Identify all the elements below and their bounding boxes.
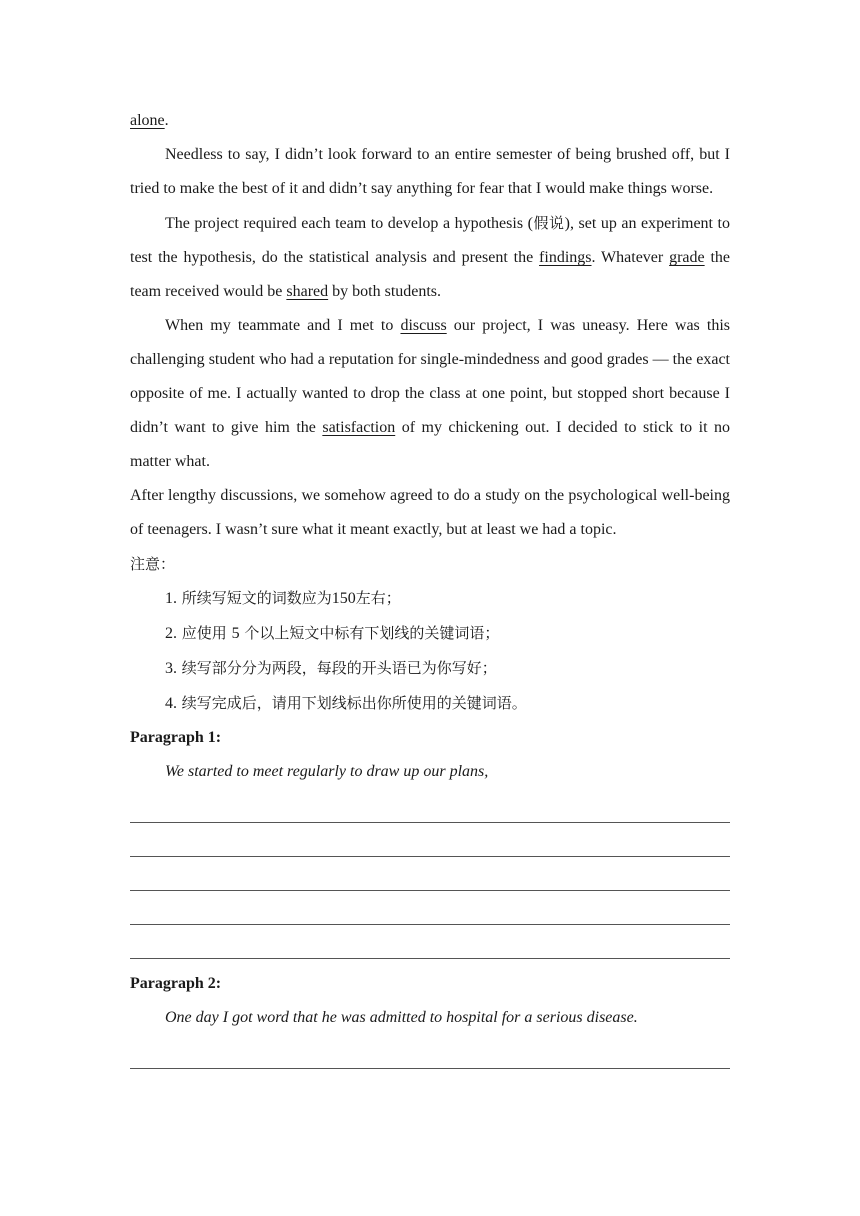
paragraph-2-heading: Paragraph 2: [130,975,222,992]
passage-paragraph-1: Needless to say, I didn’t look forward to an entire semester of being brushed off, but I tried to make the best of it and didn’t say anything for fear that I would make things worse. [130,146,730,197]
writing-line[interactable] [130,1035,730,1069]
writing-line[interactable] [130,925,730,959]
passage-paragraph-2: The project required each team to develop a hypothesis (假说), set up an experiment to test the hypothesis, do the statistical analysis and present the findings. Whatever grade the team received would be shared by both students. [130,214,731,300]
document-page [130,104,730,1069]
paragraph-1-writing-lines [130,789,730,959]
keyword-alone: alone [130,112,165,129]
note-item-1: 1. 所续写短文的词数应为150左右； [165,589,401,607]
keyword-shared: shared [286,283,329,300]
paragraph-2-starter: One day I got word that he was admitted to hospital for a serious disease. [165,1009,638,1026]
note-item-2: 2. 应使用 5 个以上短文中标有下划线的关键词语； [165,624,500,642]
keyword-discuss: discuss [400,317,447,334]
writing-line[interactable] [130,857,730,891]
writing-line[interactable] [130,891,730,925]
keyword-satisfaction: satisfaction [322,419,396,436]
keyword-grade: grade [669,249,705,266]
paragraph-2-writing-lines [130,1035,730,1069]
passage-paragraph-4: After lengthy discussions, we somehow agreed to do a study on the psychological well-being of teenagers. I wasn’t sure what it meant exactly, but at least we had a topic. [130,487,730,538]
notes-title: 注意： [130,555,176,573]
passage-paragraph-3: When my teammate and I met to discuss our project, I was uneasy. Here was this challenging student who had a reputation for single-mindedness and good grades — the exact opposite of me. I actually wanted to drop the class at one point, but stopped short because I didn’t want to give him the satisfaction of my chickening out. I decided to stick to it no matter what. [130,317,731,470]
writing-line[interactable] [130,789,730,823]
writing-line[interactable] [130,823,730,857]
keyword-findings: findings [539,249,592,266]
paragraph-1-heading: Paragraph 1: [130,729,222,746]
note-item-4: 4. 续写完成后，请用下划线标出你所使用的关键词语。 [165,694,527,712]
passage-fragment: alone. [130,112,169,129]
note-item-3: 3. 续写部分分为两段，每段的开头语已为你写好； [165,659,497,677]
paragraph-1-starter: We started to meet regularly to draw up our plans, [165,763,489,780]
